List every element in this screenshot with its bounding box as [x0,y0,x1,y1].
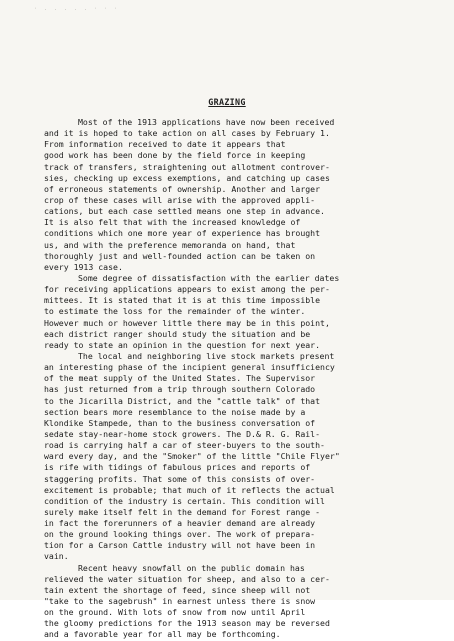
text-line: to the Jicarilla District, and the "cattle talk" of that [44,395,321,406]
text-line: "take to the sagebrush" in earnest unless there is snow [44,596,316,607]
text-line: sies, checking up excess exemptions, and catching up cases [44,172,330,183]
text-line: vain. [44,551,69,562]
text-line: ready to state an opinion in the question for next year. [44,339,321,350]
text-line: tain extent the shortage of feed, since sheep will not [44,584,311,595]
paragraph [44,351,444,563]
text-line: section bears more resemblance to the noise made by a [44,406,306,417]
text-line: crop of these cases will arise with the approved appli- [44,194,316,205]
text-line: in fact the forerunners of a heavier demand are already [44,518,316,529]
text-line: The local and neighboring live stock markets present [78,350,335,361]
text-line: thoroughly just and well-founded action can be taken on [44,250,316,261]
text-line: for receiving applications appears to exist among the per- [44,284,330,295]
text-line: surely make itself felt in the demand for Forest range - [44,506,321,517]
text-line: ward every day, and the "Smoker" of the little "Chile Flyer" [44,451,340,462]
text-line: However much or however little there may be in this point, [44,317,330,328]
text-line: It is also felt that with the increased knowledge of [44,217,301,228]
paragraph [44,117,444,273]
text-line: road is carrying half a car of steer-buyers to the south- [44,440,325,451]
text-line: is rife with tidings of fabulous prices and reports of [44,462,311,473]
paragraph [44,273,444,351]
text-line: Some degree of dissatisfaction with the earlier dates [78,272,340,283]
text-line: and a favorable year for all may be forthcoming. [44,629,281,640]
text-line: condition of the industry is certain. This condition will [44,495,325,506]
text-line: on the ground. With lots of snow from now until April [44,607,306,618]
page-title: GRAZING [208,97,246,107]
text-line: on the ground looking things over. The work of prepara- [44,529,316,540]
text-line: good work has been done by the field force in keeping [44,150,306,161]
text-line: staggering profits. That some of this consists of over- [44,473,316,484]
text-line: Recent heavy snowfall on the public domain has [78,562,305,573]
document-body [44,117,444,641]
text-line: an interesting phase of the incipient general insufficiency [44,362,335,373]
text-line: has just returned from a trip through southern Colorado [44,384,316,395]
text-line: of the meat supply of the United States. The Supervisor [44,373,316,384]
text-line: the gloomy predictions for the 1913 season may be reversed [44,618,330,629]
text-line: sedate stay-near-home stock growers. The D.& R. G. Rail- [44,428,321,439]
text-line: of erroneous statements of ownership. Another and larger [44,183,321,194]
text-line: every 1913 case. [44,261,123,272]
text-line: us, and with the preference memoranda on hand, that [44,239,296,250]
text-line: cations, but each case settled means one step in advance. [44,206,325,217]
text-line: each district ranger should study the situation and be [44,328,311,339]
text-line: track of transfers, straightening out allotment controver- [44,161,330,172]
text-line: to estimate the loss for the remainder of the winter. [44,306,306,317]
paragraph [44,563,444,641]
text-line: tion for a Carson Cattle industry will not have been in [44,540,316,551]
text-line: relieved the water situation for sheep, and also to a cer- [44,573,330,584]
text-line: mittees. It is stated that it is at this time impossible [44,295,321,306]
faint-header-marks: · . . . . . · · · [34,6,120,12]
text-line: Most of the 1913 applications have now been received [78,117,335,127]
text-line: From information received to date it appears that [44,139,286,150]
text-line: Klondike Stampede, than to the business conversation of [44,417,316,428]
text-line: and it is hoped to take action on all cases by February 1. [44,128,330,139]
text-line: excitement is probable; that much of it reflects the actual [44,484,335,495]
text-line: conditions which one more year of experience has brought [44,228,321,239]
